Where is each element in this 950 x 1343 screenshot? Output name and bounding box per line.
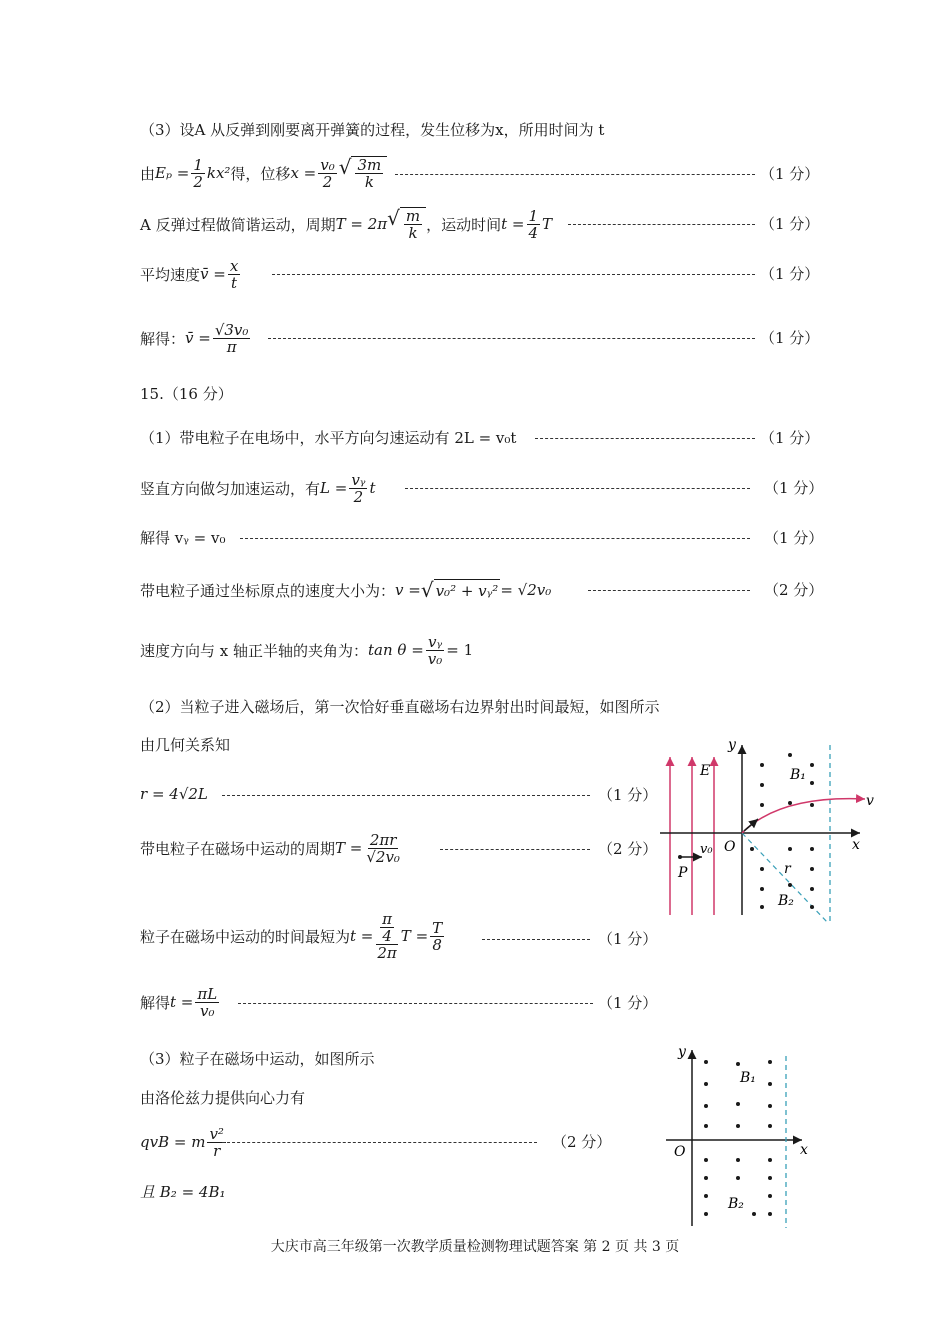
leader-dash bbox=[272, 274, 755, 275]
svg-text:r: r bbox=[784, 861, 791, 877]
svg-text:B₂: B₂ bbox=[778, 893, 794, 909]
svg-text:x: x bbox=[800, 1142, 808, 1158]
leader-dash bbox=[568, 224, 755, 225]
q15-geom: 由几何关系知 bbox=[140, 736, 231, 754]
svg-text:B₁: B₁ bbox=[740, 1070, 756, 1086]
q15-solve: 解得 t = $\frac{\pi L}{\text{v₀}}$ bbox=[140, 984, 218, 1020]
q15-part2: （2）当粒子进入磁场后，第一次恰好垂直磁场右边界射出时间最短，如图所示 bbox=[140, 698, 660, 716]
score: （1 分） bbox=[764, 529, 824, 547]
eq-line-2: A 反弹过程做简谐运动，周期 T = 2π √ $\frac{m}{k}$ ，运动时间 t = $\frac{1}{4}$ T bbox=[140, 206, 553, 242]
leader-dash bbox=[222, 795, 590, 796]
score: （1 分） bbox=[598, 930, 658, 948]
score: （1 分） bbox=[760, 215, 820, 233]
leader-dash bbox=[268, 338, 755, 339]
q15-header: 15.（16 分） bbox=[140, 385, 233, 403]
score: （1 分） bbox=[760, 429, 820, 447]
field-diagram-2 bbox=[666, 1042, 826, 1232]
leader-dash bbox=[588, 590, 750, 591]
q15-b2: 且 B₂ = 4B₁ bbox=[140, 1183, 226, 1201]
svg-text:y: y bbox=[678, 1044, 686, 1060]
eq-line-1: 由 Eₚ = $\frac{1}{2}$ kx² 得，位移 x = $\frac{\text{v₀}}{2}$ √ $\frac{3m}{k}$ bbox=[140, 143, 387, 203]
score: （2 分） bbox=[598, 840, 658, 858]
q15-part3: （3）粒子在磁场中运动，如图所示 bbox=[140, 1050, 375, 1068]
svg-text:B₂: B₂ bbox=[728, 1196, 744, 1212]
score: （1 分） bbox=[760, 165, 820, 183]
svg-text:B₁: B₁ bbox=[790, 767, 806, 783]
score: （2 分） bbox=[764, 581, 824, 599]
svg-text:O: O bbox=[674, 1144, 686, 1160]
q15-time: 粒子在磁场中运动的时间最短为 t = $\frac{\frac{\pi}{4}}{2\pi}$ T = $\frac{T}{8}$ bbox=[140, 910, 443, 962]
leader-dash bbox=[395, 174, 755, 175]
field-dots bbox=[704, 1060, 772, 1216]
page-footer: 大庆市高三年级第一次教学质量检测物理试题答案 第 2 页 共 3 页 bbox=[270, 1239, 680, 1255]
svg-text:y: y bbox=[728, 737, 736, 753]
svg-text:P: P bbox=[678, 865, 688, 881]
score: （2 分） bbox=[552, 1133, 612, 1151]
score: （1 分） bbox=[760, 329, 820, 347]
leader-dash bbox=[240, 538, 750, 539]
q15-line-2: 竖直方向做匀加速运动，有 L = $\frac{\text{vᵧ}}{2}$ t bbox=[140, 470, 376, 506]
field-diagram-1 bbox=[660, 735, 880, 925]
leader-dash bbox=[535, 438, 755, 439]
q15-r: r = 4√2L bbox=[140, 785, 208, 803]
score: （1 分） bbox=[598, 786, 658, 804]
radius-line bbox=[742, 833, 828, 923]
svg-text:O: O bbox=[724, 839, 736, 855]
svg-text:x: x bbox=[852, 837, 860, 853]
leader-dash bbox=[405, 488, 750, 489]
leader-dash bbox=[222, 1142, 537, 1143]
q15-lorentz: 由洛伦兹力提供向心力有 bbox=[140, 1089, 306, 1107]
part3-intro: （3）设A 从反弹到刚要离开弹簧的过程，发生位移为x，所用时间为 t bbox=[140, 121, 605, 139]
electric-field-lines bbox=[670, 757, 714, 915]
q15-line-5: 速度方向与 x 轴正半轴的夹角为： tan θ = $\frac{\text{vᵧ}}{\text{v₀}}$ = 1 bbox=[140, 632, 474, 668]
eq-line-3: 平均速度 v̄ = $\frac{x}{t}$ bbox=[140, 256, 239, 292]
leader-dash bbox=[238, 1003, 593, 1004]
velocity-arrow bbox=[744, 819, 758, 831]
score: （1 分） bbox=[764, 479, 824, 497]
svg-text:v: v bbox=[866, 793, 874, 809]
score: （1 分） bbox=[760, 265, 820, 283]
eq-line-4: 解得： v̄ = $\frac{\text{√3v₀}}{\pi}$ bbox=[140, 320, 249, 356]
leader-dash bbox=[440, 849, 590, 850]
q15-qvb: qvB = m $\frac{\text{v²}}{r}$ bbox=[140, 1124, 224, 1160]
q15-period: 带电粒子在磁场中运动的周期 T = $\frac{2\pi r}{\text{√2v₀}}$ bbox=[140, 830, 400, 866]
score: （1 分） bbox=[598, 994, 658, 1012]
svg-text:v₀: v₀ bbox=[700, 842, 713, 857]
q15-line-3: 解得 vᵧ = v₀ bbox=[140, 529, 226, 547]
q15-line-1: （1）带电粒子在电场中，水平方向匀速运动有 2L = v₀t bbox=[140, 429, 517, 447]
svg-text:E: E bbox=[700, 763, 711, 779]
q15-line-4: 带电粒子通过坐标原点的速度大小为： v = √ v₀² + vᵧ² = √2v₀ bbox=[140, 578, 552, 602]
leader-dash bbox=[482, 939, 590, 940]
